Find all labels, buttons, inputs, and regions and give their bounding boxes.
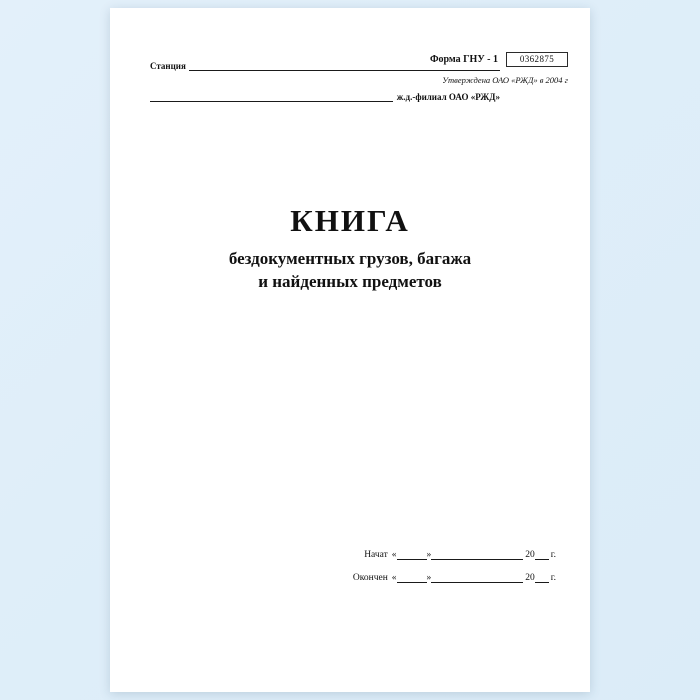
approved-note: Утверждена ОАО «РЖД» в 2004 г <box>442 75 568 85</box>
branch-fill-line[interactable] <box>150 91 393 102</box>
branch-label: ж.д.-филиал ОАО «РЖД» <box>396 92 500 102</box>
started-quote-open: « <box>391 550 397 560</box>
finished-row <box>110 573 590 583</box>
document-page <box>110 8 590 692</box>
started-year-line[interactable] <box>535 550 549 560</box>
station-label: Станция <box>150 61 186 71</box>
document-footer <box>110 550 590 596</box>
finished-year-line[interactable] <box>535 573 549 583</box>
form-number-box[interactable]: 0362875 <box>506 52 568 67</box>
started-label: Начат <box>364 550 388 560</box>
form-code-label: Форма ГНУ - 1 <box>429 54 498 65</box>
form-code-row <box>388 52 568 67</box>
page-subtitle-line-1: бездокументных грузов, багажа <box>228 249 472 269</box>
document-header <box>110 8 590 118</box>
document-title-block <box>110 204 590 294</box>
started-month-line[interactable] <box>431 550 523 560</box>
started-quote-close: » <box>426 550 432 560</box>
started-year-suffix: г. <box>550 550 556 560</box>
started-day-line[interactable] <box>397 550 427 560</box>
started-row <box>110 550 590 560</box>
form-identification-block <box>388 52 568 85</box>
finished-month-line[interactable] <box>431 573 523 583</box>
finished-day-line[interactable] <box>397 573 427 583</box>
finished-year-suffix: г. <box>550 573 556 583</box>
started-year-prefix: 20 <box>525 550 535 560</box>
finished-quote-open: « <box>391 573 397 583</box>
finished-quote-close: » <box>426 573 432 583</box>
finished-year-prefix: 20 <box>525 573 535 583</box>
page-subtitle <box>110 248 590 294</box>
page-title: КНИГА <box>290 203 410 238</box>
page-subtitle-line-2: и найденных предметов <box>258 272 442 292</box>
finished-label: Окончен <box>352 573 388 583</box>
branch-field-row <box>150 91 500 102</box>
